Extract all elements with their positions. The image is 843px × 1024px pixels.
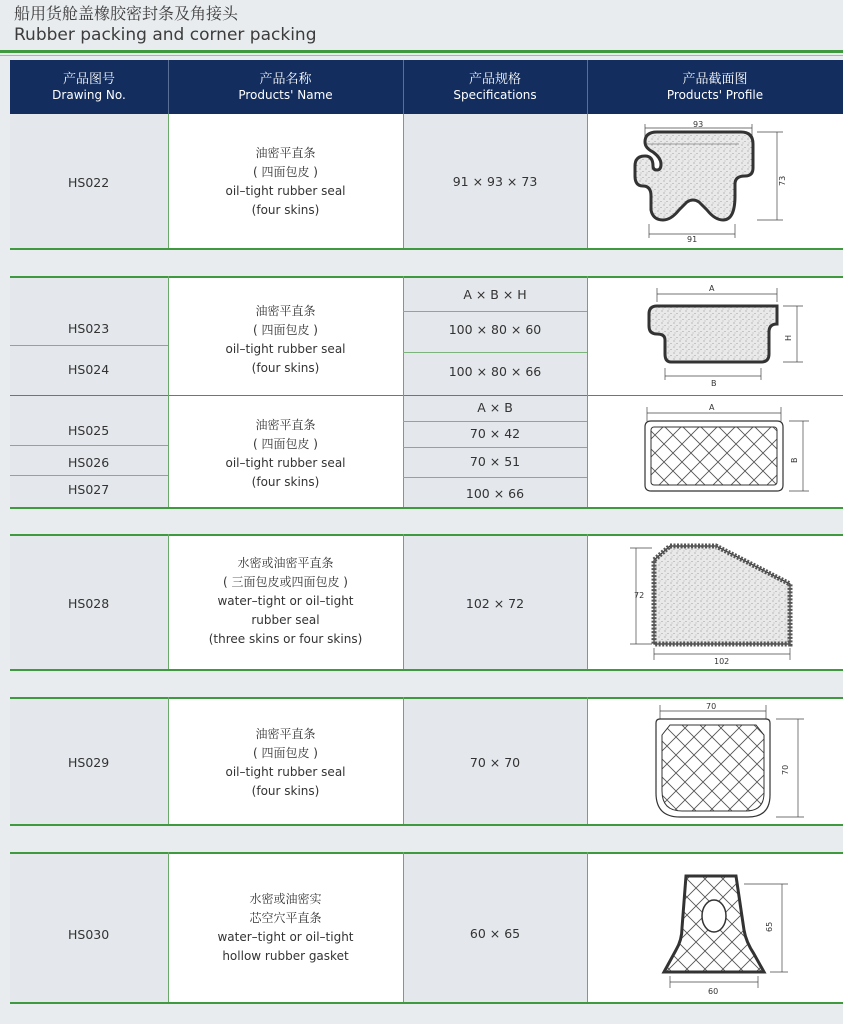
- specification: 102 × 72: [465, 596, 525, 611]
- header-specifications-en: Specifications: [453, 87, 537, 102]
- title-rule-thin: [0, 55, 843, 56]
- title-rule: [0, 50, 843, 53]
- drawing-code: HS025: [68, 423, 110, 438]
- dim-top: A: [709, 284, 715, 293]
- drawing-code: HS027: [68, 482, 110, 497]
- dim-side: 72: [634, 591, 645, 600]
- header-profile-cn: 产品截面图: [682, 71, 748, 87]
- table-row: [10, 276, 843, 395]
- specification: 70 × 42: [469, 426, 521, 441]
- drawing-code: HS028: [68, 596, 110, 611]
- header-product-name: [168, 60, 404, 114]
- dim-side: 70: [781, 764, 790, 775]
- dim-top: 70: [706, 702, 717, 711]
- header-drawing-no-cn: 产品图号: [62, 71, 115, 87]
- dim-bottom: 91: [687, 235, 698, 244]
- dim-top: A: [709, 403, 715, 412]
- product-name: 水密或油密实 芯空穴平直条 water–tight or oil–tight hollow rubber gasket: [217, 892, 354, 963]
- specification: 100 × 80 × 60: [448, 322, 542, 337]
- specification: 70 × 51: [469, 454, 521, 469]
- header-drawing-no-en: Drawing No.: [52, 87, 126, 102]
- header-specifications-cn: 产品规格: [468, 71, 521, 87]
- header-drawing-no: [10, 60, 169, 114]
- profile-drawing-hs030: [660, 870, 800, 998]
- specification: 100 × 66: [465, 486, 525, 501]
- drawing-code: HS022: [68, 175, 110, 190]
- header-specifications: [403, 60, 588, 114]
- dim-bottom: B: [711, 379, 717, 388]
- product-name: 油密平直条 ( 四面包皮 ) oil–tight rubber seal (four skins): [225, 418, 346, 489]
- dim-side: H: [784, 334, 793, 341]
- drawing-code: HS030: [68, 927, 110, 942]
- product-name: 油密平直条 ( 四面包皮 ) oil–tight rubber seal (four skins): [225, 146, 346, 217]
- drawing-code: HS024: [68, 362, 110, 377]
- drawing-code: HS023: [68, 321, 110, 336]
- specification: 60 × 65: [469, 926, 521, 941]
- header-product-name-en: Products' Name: [238, 87, 333, 102]
- specification: 70 × 70: [469, 755, 521, 770]
- dim-side: 73: [778, 175, 787, 186]
- page-title-block: [14, 4, 317, 46]
- table-header: [10, 60, 843, 114]
- header-profile: [587, 60, 843, 114]
- product-name: 水密或油密平直条 ( 三面包皮或四面包皮 ) water–tight or oil–tight rubber seal (three skins or four skins): [208, 556, 363, 646]
- dim-side: 65: [765, 921, 774, 932]
- specification: 91 × 93 × 73: [452, 174, 538, 189]
- dim-bottom: 102: [714, 657, 730, 666]
- profile-drawing-hs023: [637, 280, 807, 392]
- product-name: 油密平直条 ( 四面包皮 ) oil–tight rubber seal (four skins): [225, 727, 346, 798]
- table-row: [10, 852, 843, 1004]
- drawing-code: HS029: [68, 755, 110, 770]
- profile-drawing-hs025: [637, 399, 817, 503]
- spec-header: A × B × H: [463, 287, 527, 302]
- profile-drawing-hs022: [627, 120, 807, 244]
- specification: 100 × 80 × 66: [448, 364, 542, 379]
- title-english: Rubber packing and corner packing: [14, 25, 317, 45]
- profile-drawing-hs028: [622, 540, 802, 666]
- drawing-code: HS026: [68, 455, 110, 470]
- spec-header: A × B: [477, 400, 513, 415]
- header-product-name-cn: 产品名称: [259, 71, 312, 87]
- header-profile-en: Products' Profile: [666, 87, 764, 102]
- dim-side: B: [790, 457, 799, 463]
- table-row: [10, 114, 843, 250]
- table-row: [10, 534, 843, 671]
- table-row: [10, 697, 843, 826]
- table-row: [10, 395, 843, 509]
- product-name: 油密平直条 ( 四面包皮 ) oil–tight rubber seal (four skins): [225, 304, 346, 375]
- profile-drawing-hs029: [640, 701, 820, 823]
- dim-top: 93: [693, 120, 704, 129]
- dim-bottom: 60: [708, 987, 719, 996]
- title-chinese: 船用货舱盖橡胶密封条及角接头: [14, 4, 239, 23]
